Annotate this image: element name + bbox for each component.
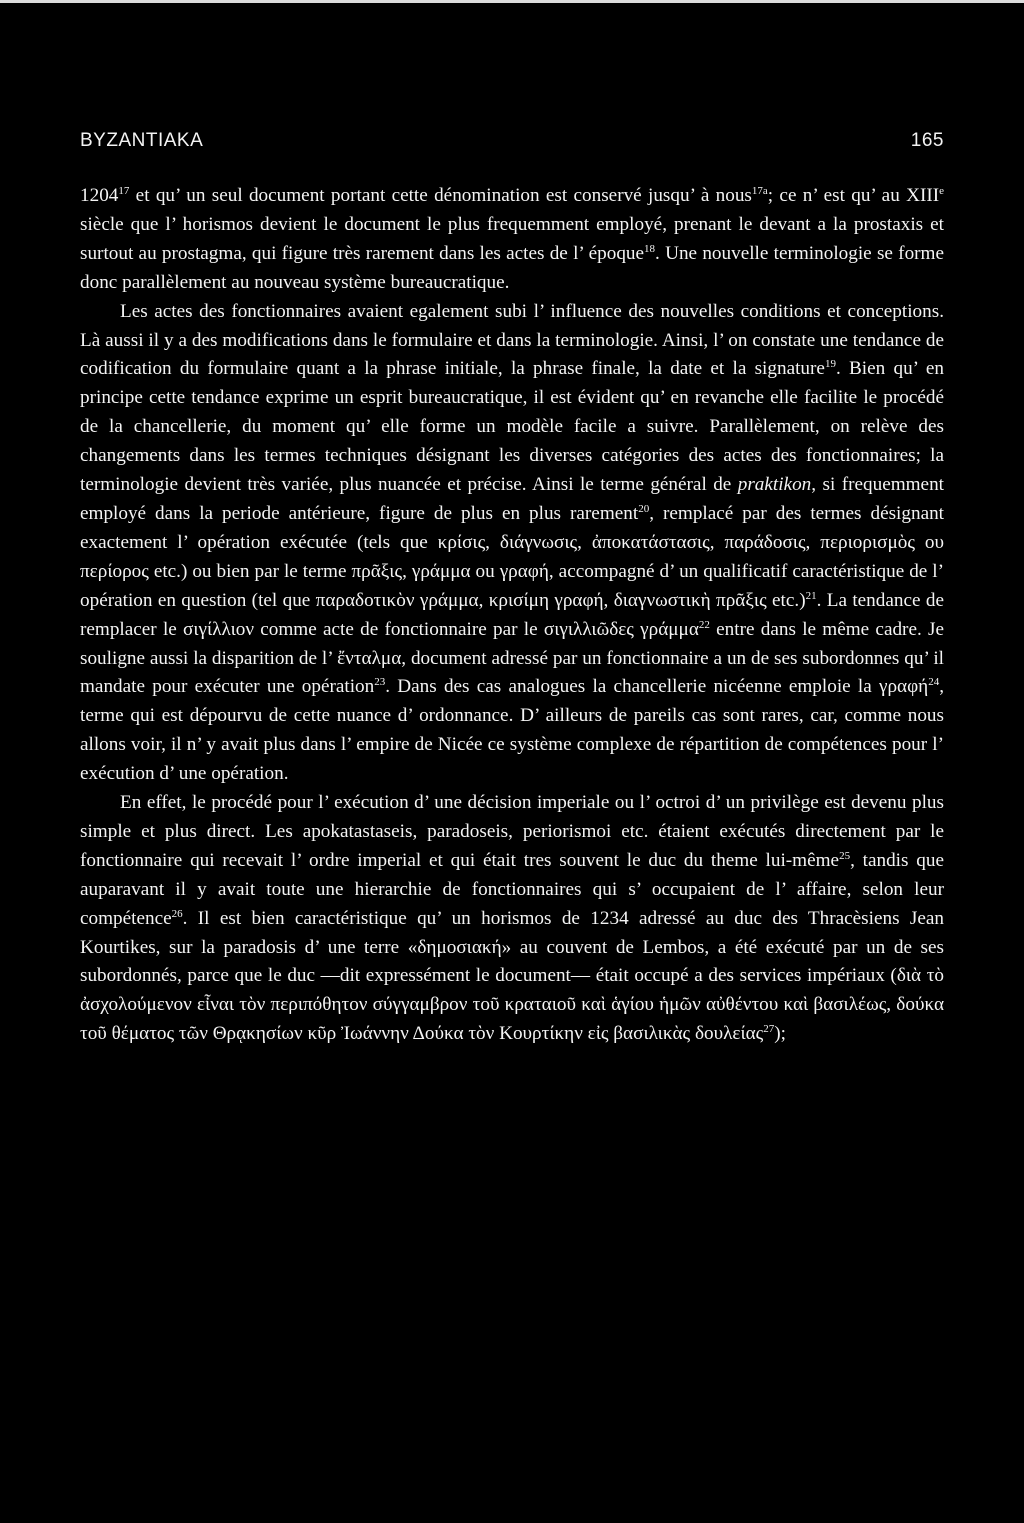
text-run: En effet, le procédé pour l’ exécution d’ une décision imperiale ou l’ octroi d’ un privilège est devenu plus simple et plus direct. Les apokatastaseis, paradoseis, periorismoi etc. étaient exécutés directement par le fonctionnaire qui recevait l’ ordre imperial et qui était tres souvent le duc du theme lui-même — [80, 792, 944, 871]
footnote-ref: 24 — [928, 676, 940, 689]
footnote-ref: 25 — [839, 849, 851, 862]
text-run: . La tendance de remplacer le σιγίλλιον comme acte de fonctionnaire par le σιγιλλιῶδες γράμμα — [80, 589, 944, 640]
footnote-ref: 22 — [698, 618, 710, 631]
text-run: , si frequemment employé dans la periode antérieure, figure de plus en plus rarement — [80, 474, 944, 524]
running-title: BYZANTIAKA — [80, 130, 204, 151]
text-run: siècle que l’ horismos devient le document le plus frequemment employé, prenant le devant a la prostaxis et surtout au prostagma, qui figure très rarement dans les actes de l’ époque — [80, 213, 944, 264]
footnote-ref: 18 — [644, 242, 656, 255]
footnote-ref: 27 — [763, 1023, 775, 1036]
text-run: entre dans le même cadre. Je souligne aussi la disparition de l’ ἔνταλμα, document adressé par un fonctionnaire a un de ses subordonnes qu’ il mandate pour exécuter une opération — [80, 618, 945, 698]
footnote-ref: 23 — [374, 676, 386, 689]
text-run: , terme qui est dépourvu de cette nuance d’ ordonnance. D’ ailleurs de pareils cas sont rares, car, comme nous allons voir, il n’ y avait plus dans l’ empire de Nicée ce système complexe de répartition de compétences pour l’ exécution d’ une opération. — [80, 676, 944, 785]
paragraph — [80, 789, 944, 1049]
footnote-ref: 17 — [118, 185, 130, 197]
top-border — [0, 0, 1024, 3]
text-run: , tandis que auparavant il y avait toute une hierarchie de fonctionnaires qui s’ occupaient de l’ affaire, selon leur compétence — [80, 849, 944, 929]
running-header — [80, 130, 944, 156]
paragraph — [80, 298, 944, 789]
text-run: ; ce n’ est qu’ au XIII — [767, 185, 940, 206]
footnote-ref: 20 — [638, 502, 650, 515]
page-number: 165 — [910, 130, 944, 151]
footnote-ref: e — [939, 185, 945, 197]
text-run: . Bien qu’ en principe cette tendance exprime un esprit bureaucratique, il est évident qu’ en revanche elle facilite le procédé de la chancellerie, du moment qu’ elle forme un modèle facile a suivre. Parallèlement, on relève des changements dans les termes techniques désignant les diverses catégories des actes des fonctionnaires; la terminologie devient très variée, plus nuancée et précise. Ainsi le terme général de — [80, 358, 944, 496]
book-page — [80, 130, 944, 1049]
text-run: Les actes des fonctionnaires avaient egalement subi l’ influence des nouvelles conditions et conceptions. Là aussi il y a des modifications dans le formulaire et dans la terminologie. Ainsi, l’ on constate une tendance de codification du formulaire quant a la phrase initiale, la phrase finale, la date et la signature — [80, 300, 944, 380]
footnote-ref: 21 — [805, 589, 817, 602]
text-run: 1204 — [80, 185, 119, 206]
text-run: . Dans des cas analogues la chancellerie nicéenne emploie la γραφή — [385, 676, 929, 698]
text-run: et qu’ un seul document portant cette dénomination est conservé jusqu’ à nous — [129, 185, 752, 206]
text-run: . Une nouvelle terminologie se forme donc parallèlement au nouveau système bureaucratique. — [80, 242, 944, 293]
paragraph — [80, 182, 944, 298]
body-text — [80, 182, 944, 1049]
footnote-ref: 19 — [824, 358, 836, 371]
footnote-ref: 26 — [171, 907, 183, 920]
text-run: , remplacé par des termes désignant exactement l’ opération exécutée (tels que κρίσις, διάγνωσις, ἀποκατάστασις, παράδοσις, περιορισμὸς ου περίορος etc.) ou bien par le terme πρᾶξις, γράμμα ou γραφή, accompagné d’ un qualificatif caractéristique de l’ opération en question (tel que παραδοτικὸν γράμμα, κρισίμη γραφή, διαγνωστικὴ πρᾶξις etc.) — [80, 502, 945, 611]
italic-term: praktikon — [737, 474, 812, 496]
text-run: . Il est bien caractéristique qu’ un horismos de 1234 adressé au duc des Thracèsiens Jean Kourtikes, sur la paradosis d’ une terre «δημοσιακή» au couvent de Lembos, a été exécuté par un de ses subordonnés, parce que le duc —dit expressément le document— était occupé a des services impériaux (διὰ τὸ ἀσχολούμενον εἶναι τὸν περιπόθητον σύγγαμβρον τοῦ κραταιοῦ καὶ ἁγίου ἡμῶν αὐθέντου καὶ βασιλέως, δούκα τοῦ θέματος τῶν Θρᾳκησίων κῦρ Ἰωάννην Δούκα τὸν Κουρτίκην εἰς βασιλικὰς δουλείας — [80, 907, 944, 1045]
text-run: ); — [774, 1023, 786, 1045]
footnote-ref: 17a — [751, 185, 768, 197]
